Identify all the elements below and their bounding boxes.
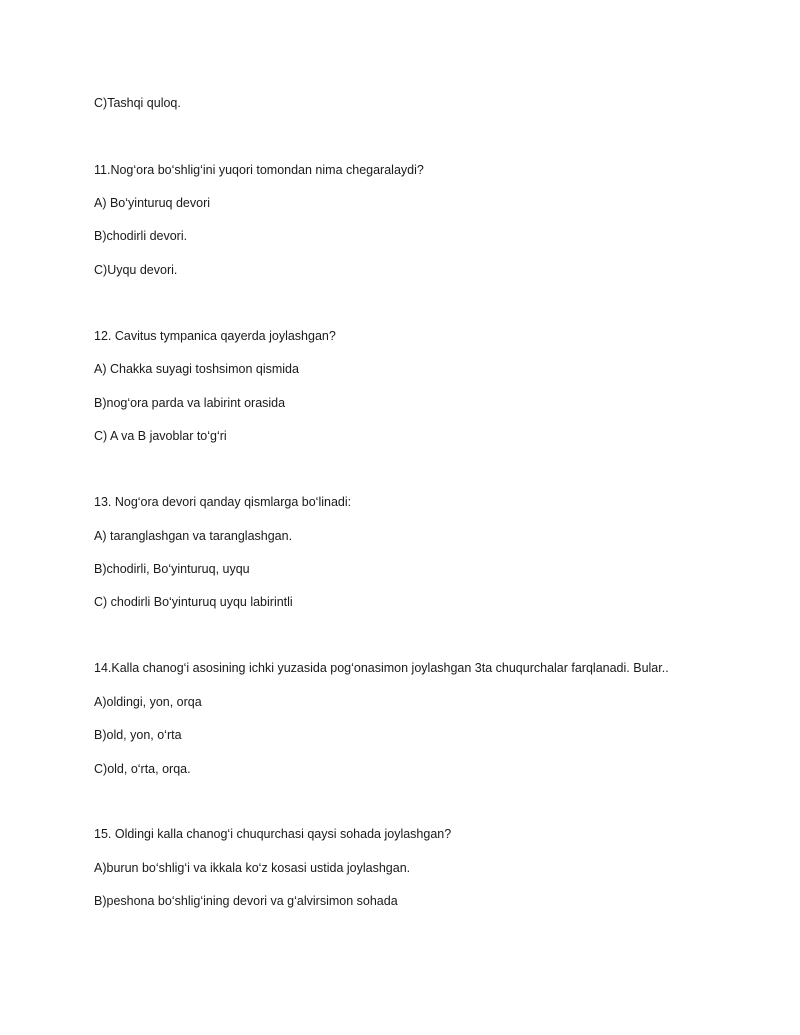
question-12: 12. Cavitus tympanica qayerda joylashgan? bbox=[94, 329, 336, 343]
answer-11-prev-c: C)Tashqi quloq. bbox=[94, 96, 181, 110]
question-12-option-b: B)nog‘ora parda va labirint orasida bbox=[94, 396, 286, 410]
question-11-option-c: C)Uyqu devori. bbox=[94, 263, 178, 277]
question-15-option-b: B)peshona bo‘shlig‘ining devori va g‘alvirsimon sohada bbox=[94, 894, 398, 908]
question-13-option-a: A) taranglashgan va taranglashgan. bbox=[94, 529, 293, 543]
question-13-option-c: C) chodirli Bo‘yinturuq uyqu labirintli bbox=[94, 595, 293, 609]
question-11: 11.Nog‘ora bo‘shlig‘ini yuqori tomondan nima chegaralaydi? bbox=[94, 163, 424, 177]
question-13-option-b: B)chodirli, Bo‘yinturuq, uyqu bbox=[94, 562, 250, 576]
question-14-option-a: A)oldingi, yon, orqa bbox=[94, 695, 202, 709]
question-13: 13. Nog‘ora devori qanday qismlarga bo‘linadi: bbox=[94, 495, 352, 509]
question-14-option-c: C)old, o‘rta, orqa. bbox=[94, 762, 191, 776]
question-11-option-a: A) Bo‘yinturuq devori bbox=[94, 196, 211, 210]
question-14-option-b: B)old, yon, o‘rta bbox=[94, 728, 182, 742]
question-15: 15. Oldingi kalla chanog‘i chuqurchasi qaysi sohada joylashgan? bbox=[94, 827, 452, 841]
question-14: 14.Kalla chanog‘i asosining ichki yuzasida pog‘onasimon joylashgan 3ta chuqurchalar farqlanadi. Bular.. bbox=[94, 661, 669, 675]
question-15-option-a: A)burun bo‘shlig‘i va ikkala ko‘z kosasi ustida joylashgan. bbox=[94, 861, 411, 875]
question-11-option-b: B)chodirli devori. bbox=[94, 229, 188, 243]
question-12-option-c: C) A va B javoblar to‘g‘ri bbox=[94, 429, 227, 443]
question-12-option-a: A) Chakka suyagi toshsimon qismida bbox=[94, 362, 299, 376]
